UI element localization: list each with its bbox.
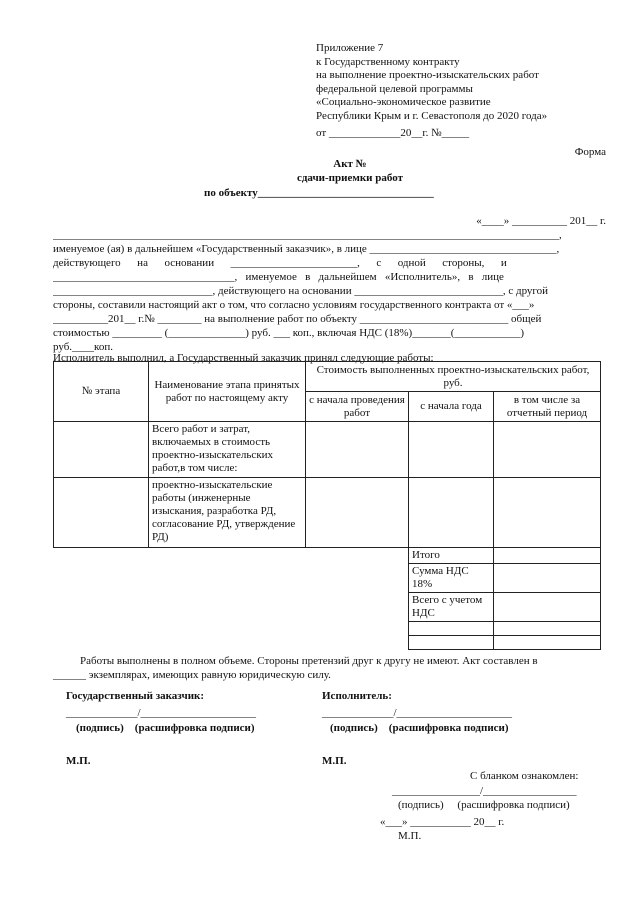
table-cell — [494, 548, 601, 564]
row-total-works: Всего работ и затрат, включаемых в стоимость проектно-изыскательских работ,в том числе: — [149, 422, 306, 478]
attachment-line: от _____________20__г. №_____ — [316, 126, 470, 139]
row-design-works: проектно-изыскательские работы (инженерные изыскания, разработка РД, согласование РД, утверждение РД) — [149, 478, 306, 548]
table-cell — [409, 422, 494, 478]
works-table — [53, 361, 601, 650]
act-object-line: по объекту________________________________ — [204, 187, 434, 199]
col-start-header: с начала проведения работ — [306, 392, 409, 422]
contractor-stamp: М.П. — [322, 755, 347, 767]
table-cell — [494, 622, 601, 636]
table-row — [54, 422, 601, 478]
attachment-line: к Государственному контракту — [316, 55, 460, 68]
table-row — [54, 478, 601, 548]
act-title: Акт № — [333, 158, 367, 170]
acknowledged-signature-caption: (подпись) (расшифровка подписи) — [398, 799, 570, 811]
vat-label: Сумма НДС 18% — [409, 564, 494, 593]
body-line: _________________________________, именуемое в дальнейшем «Исполнитель», в лице — [53, 271, 504, 283]
table-row — [54, 622, 601, 636]
body-line: стоимостью _________ (______________) руб. ___ коп., включая НДС (18%)_______(____________) — [53, 327, 525, 339]
table-cell — [306, 478, 409, 548]
body-line: стороны, составили настоящий акт о том, что согласно условиям государственного контракта от «___» — [53, 299, 535, 311]
contractor-heading: Исполнитель: — [322, 690, 392, 702]
table-cell — [494, 422, 601, 478]
table-cell — [409, 478, 494, 548]
table-cell — [494, 593, 601, 622]
attachment-line: «Социально-экономическое развитие — [316, 96, 491, 109]
table-row — [54, 564, 601, 593]
with-vat-label: Всего с учетом НДС — [409, 593, 494, 622]
customer-signature-caption: (подпись) (расшифровка подписи) — [76, 722, 255, 734]
table-cell — [494, 478, 601, 548]
table-row — [54, 548, 601, 564]
contractor-signature-line: _____________/_____________________ — [322, 707, 513, 719]
attachment-line: Приложение 7 — [316, 42, 384, 54]
col-period-header: в том числе за отчетный период — [494, 392, 601, 422]
acknowledged-date: «___» ___________ 20__ г. — [380, 816, 505, 828]
col-stage-header: № этапа — [54, 362, 149, 422]
customer-stamp: М.П. — [66, 755, 91, 767]
conclusion-line: Работы выполнены в полном объеме. Стороны претензий друг к другу не имеют. Акт составлен в — [80, 655, 538, 667]
customer-signature-line: _____________/_____________________ — [66, 707, 257, 719]
customer-heading: Государственный заказчик: — [66, 690, 205, 702]
body-line: ____________________________________________________________________________________________, — [53, 229, 562, 241]
col-cost-header: Стоимость выполненных проектно-изыскательских работ, руб. — [306, 362, 601, 392]
form-label: Форма — [574, 146, 606, 158]
body-line: действующего на основании _______________________, с одной стороны, и — [53, 257, 507, 269]
table-cell — [409, 636, 494, 650]
act-subtitle: сдачи-приемки работ — [296, 172, 404, 184]
acknowledged-signature-line: ________________/_________________ — [392, 785, 577, 797]
conclusion-line: ______ экземплярах, имеющих равную юридическую силу. — [53, 669, 331, 681]
attachment-header — [316, 42, 626, 140]
contractor-signature-caption: (подпись) (расшифровка подписи) — [330, 722, 509, 734]
total-label: Итого — [409, 548, 494, 564]
table-cell — [54, 422, 149, 478]
col-name-header: Наименование этапа принятых работ по настоящему акту — [149, 362, 306, 422]
body-line: Исполнитель выполнил, а Государственный заказчик принял следующие работы: — [53, 352, 434, 364]
body-line: _____________________________, действующего на основании ___________________________, с другой — [53, 285, 549, 297]
body-line: __________201__ г.№ ________ на выполнение работ по объекту ___________________________ общей — [53, 313, 542, 325]
table-cell — [306, 422, 409, 478]
table-cell — [494, 636, 601, 650]
table-cell — [494, 564, 601, 593]
acknowledged-stamp: М.П. — [398, 830, 422, 842]
attachment-line: на выполнение проектно-изыскательских работ — [316, 69, 539, 82]
act-date: «____» __________ 201__ г. — [476, 215, 606, 227]
attachment-line: Республики Крым и г. Севастополя до 2020 года» — [316, 109, 548, 122]
table-cell — [54, 478, 149, 548]
body-line: именуемое (ая) в дальнейшем «Государственный заказчик», в лице __________________________________, — [53, 243, 560, 255]
body-line: руб.____коп. — [53, 341, 113, 353]
table-row — [54, 593, 601, 622]
attachment-line: федеральной целевой программы — [316, 82, 473, 95]
acknowledged-heading: С бланком ознакомлен: — [470, 770, 579, 782]
table-cell — [409, 622, 494, 636]
col-year-header: с начала года — [409, 392, 494, 422]
table-row — [54, 636, 601, 650]
